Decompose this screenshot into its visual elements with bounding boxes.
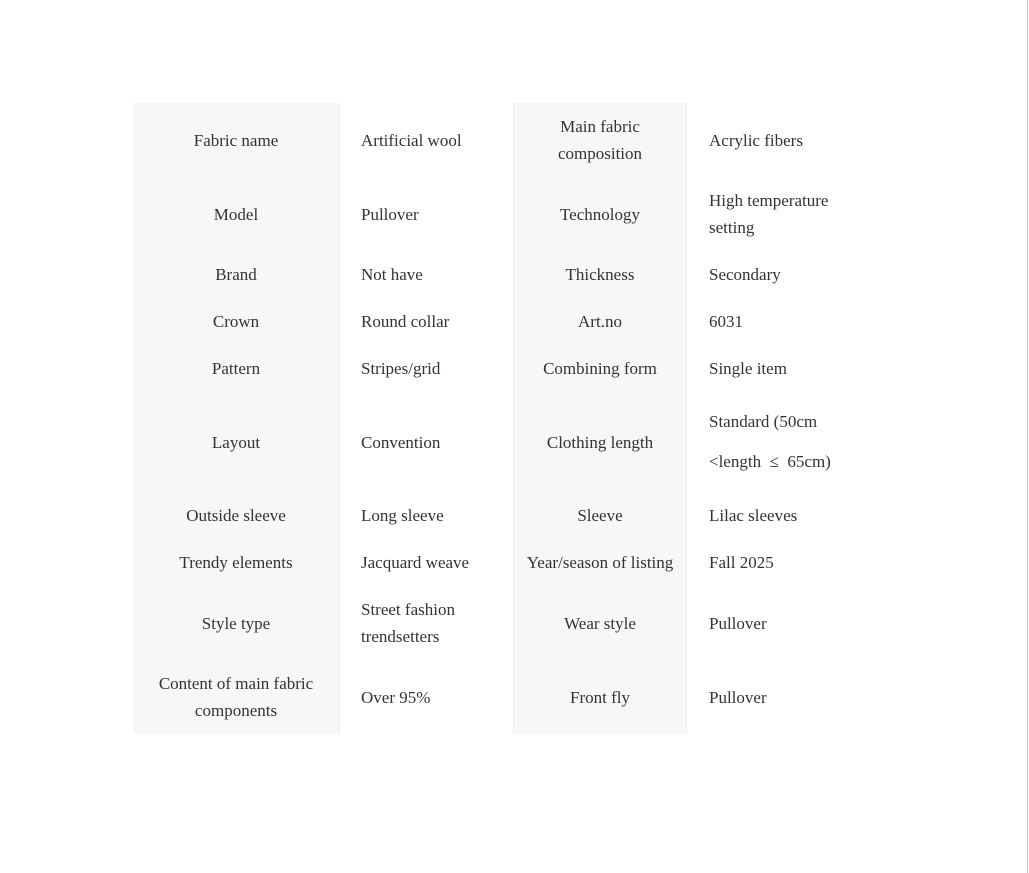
spec-row-pattern <box>133 345 860 392</box>
spec-value: Lilac sleeves <box>709 506 798 525</box>
spec-label: Style type <box>133 586 340 660</box>
spec-label: Content of main fabric components <box>133 660 340 734</box>
spec-value: Not have <box>361 265 423 284</box>
spec-label: Main fabric composition <box>513 103 687 177</box>
spec-label: Thickness <box>513 251 687 298</box>
spec-value: Fall 2025 <box>709 553 774 572</box>
spec-label: Layout <box>133 392 340 492</box>
spec-row-brand <box>133 251 860 298</box>
spec-value: Convention <box>361 432 441 452</box>
spec-label: Brand <box>133 251 340 298</box>
spec-row-fabric-content <box>133 660 860 734</box>
spec-value: Acrylic fibers <box>709 130 803 150</box>
window-edge-divider <box>1027 0 1028 873</box>
spec-row-layout <box>133 392 860 492</box>
spec-label: Year/season of listing <box>513 539 687 586</box>
product-spec-table <box>133 103 860 734</box>
spec-value: Long sleeve <box>361 506 444 525</box>
spec-value: Stripes/grid <box>361 359 441 378</box>
spec-label: Crown <box>133 298 340 345</box>
spec-value: Street fashion trendsetters <box>361 600 455 646</box>
spec-label: Trendy elements <box>133 539 340 586</box>
spec-label: Art.no <box>513 298 687 345</box>
spec-row-crown <box>133 298 860 345</box>
spec-label: Combining form <box>513 345 687 392</box>
spec-row-outside-sleeve <box>133 492 860 539</box>
spec-label: Outside sleeve <box>133 492 340 539</box>
spec-value: Round collar <box>361 312 450 331</box>
spec-value: Pullover <box>709 687 767 707</box>
spec-row-fabric-name <box>133 103 860 177</box>
spec-label: Clothing length <box>513 392 687 492</box>
spec-label: Technology <box>513 177 687 251</box>
spec-value: Pullover <box>361 204 419 224</box>
spec-row-trendy-elements <box>133 539 860 586</box>
spec-value: Artificial wool <box>361 130 462 150</box>
spec-value: Pullover <box>709 613 767 633</box>
spec-value: 6031 <box>709 312 743 331</box>
spec-label: Model <box>133 177 340 251</box>
spec-label: Fabric name <box>133 103 340 177</box>
spec-value: Secondary <box>709 265 781 284</box>
spec-value: Standard (50cm <length ≤ 65cm) <box>709 412 831 471</box>
spec-row-style-type <box>133 586 860 660</box>
spec-row-model <box>133 177 860 251</box>
spec-value: High temperature setting <box>709 191 829 237</box>
spec-value: Jacquard weave <box>361 553 470 572</box>
spec-label: Sleeve <box>513 492 687 539</box>
spec-label: Pattern <box>133 345 340 392</box>
spec-label: Wear style <box>513 586 687 660</box>
spec-value: Single item <box>709 359 787 378</box>
spec-label: Front fly <box>513 660 687 734</box>
spec-value: Over 95% <box>361 687 431 707</box>
